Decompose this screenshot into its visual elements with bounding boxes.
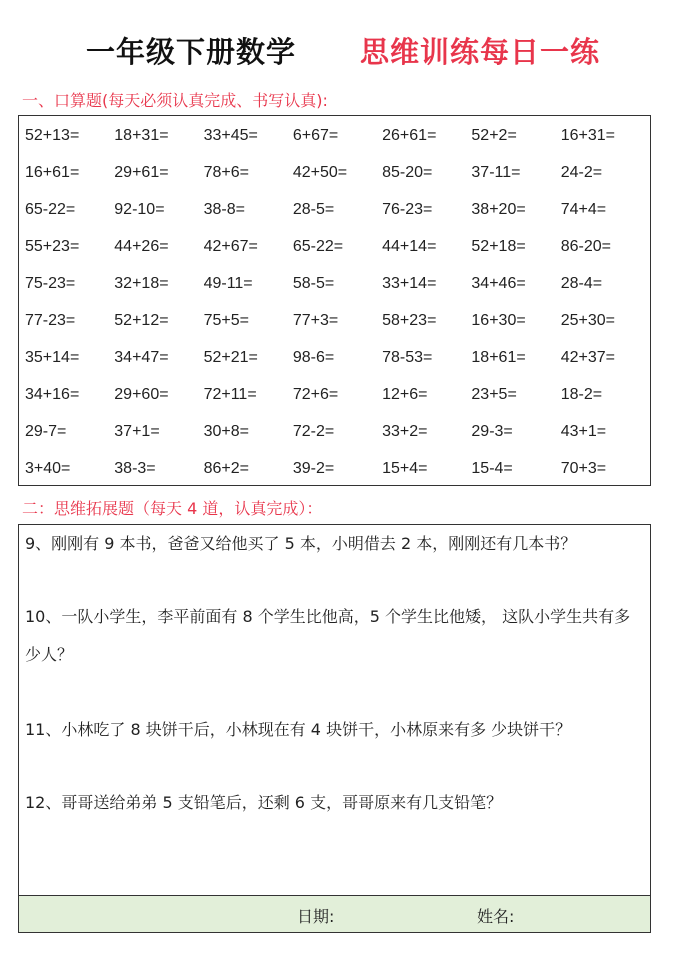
calc-item: 38-8=	[203, 200, 245, 218]
calc-item: 86-20=	[560, 237, 611, 255]
calc-item: 76-23=	[382, 200, 433, 218]
calc-item: 29-7=	[25, 422, 67, 440]
calc-item: 72+6=	[292, 385, 339, 403]
calc-item: 15+4=	[382, 459, 428, 477]
calc-item: 52+18=	[471, 237, 526, 255]
footer-bar	[19, 895, 650, 932]
calc-item: 77+3=	[292, 311, 339, 329]
calc-item: 34+47=	[114, 348, 169, 366]
calc-item: 32+18=	[114, 274, 169, 292]
mental-math-grid	[25, 116, 650, 487]
title-main: 一年级下册数学	[86, 35, 297, 69]
calc-row	[25, 117, 650, 154]
calc-item: 15-4=	[471, 459, 513, 477]
calc-item: 78-53=	[382, 348, 433, 366]
calc-item: 29+60=	[114, 385, 169, 403]
word-problems-box	[18, 524, 651, 933]
calc-item: 44+26=	[114, 237, 169, 255]
word-problem: 11、小林吃了 8 块饼干后，小林现在有 4 块饼干，小林原来有多 少块饼干？	[25, 720, 572, 739]
date-label: 日期:	[297, 907, 335, 926]
calc-item: 52+21=	[203, 348, 258, 366]
title-subtitle: 思维训练每日一练	[360, 35, 601, 69]
calc-item: 25+30=	[560, 311, 615, 329]
calc-item: 44+14=	[382, 237, 437, 255]
calc-row	[25, 413, 650, 450]
calc-item: 33+45=	[203, 126, 258, 144]
calc-item: 52+12=	[114, 311, 169, 329]
calc-item: 58+23=	[382, 311, 437, 329]
calc-item: 16+31=	[560, 126, 615, 144]
calc-item: 6+67=	[292, 126, 339, 144]
calc-row	[25, 376, 650, 413]
page-title	[0, 30, 675, 76]
calc-item: 52+13=	[25, 126, 80, 144]
calc-item: 18-2=	[560, 385, 603, 403]
name-label: 姓名:	[477, 907, 515, 926]
calc-item: 92-10=	[114, 200, 165, 218]
calc-item: 98-6=	[292, 348, 335, 366]
word-problem: 12、哥哥送给弟弟 5 支铅笔后，还剩 6 支，哥哥原来有几支铅笔？	[25, 793, 503, 812]
calc-row	[25, 339, 650, 376]
mental-math-box	[18, 115, 651, 486]
calc-item: 30+8=	[203, 422, 249, 440]
calc-item: 18+31=	[114, 126, 169, 144]
calc-item: 42+50=	[292, 163, 348, 181]
calc-row	[25, 302, 650, 339]
calc-row	[25, 450, 650, 487]
calc-item: 35+14=	[25, 348, 80, 366]
section-heading-thinking: 二：思维拓展题（每天 4 道，认真完成）：	[22, 499, 323, 518]
calc-item: 52+2=	[471, 126, 517, 144]
calc-row	[25, 154, 650, 191]
calc-item: 55+23=	[25, 237, 80, 255]
calc-item: 72-2=	[292, 422, 335, 440]
calc-item: 39-2=	[292, 459, 335, 477]
calc-item: 65-22=	[292, 237, 344, 255]
calc-row	[25, 228, 650, 265]
calc-item: 38+20=	[471, 200, 526, 218]
calc-item: 77-23=	[25, 311, 76, 329]
calc-item: 26+61=	[382, 126, 437, 144]
calc-item: 12+6=	[382, 385, 428, 403]
calc-item: 18+61=	[471, 348, 526, 366]
calc-item: 72+11=	[203, 385, 257, 403]
section-heading-mental-math: 一、口算题(每天必须认真完成、书写认真):	[22, 91, 328, 110]
calc-item: 23+5=	[471, 385, 517, 403]
calc-item: 58-5=	[292, 274, 335, 292]
calc-item: 33+2=	[382, 422, 428, 440]
calc-item: 42+67=	[203, 237, 258, 255]
calc-row	[25, 191, 650, 228]
calc-item: 37+1=	[114, 422, 160, 440]
calc-item: 38-3=	[114, 459, 156, 477]
calc-item: 28-5=	[292, 200, 335, 218]
calc-item: 24-2=	[560, 163, 603, 181]
calc-item: 34+46=	[471, 274, 526, 292]
calc-item: 70+3=	[560, 459, 607, 477]
calc-item: 16+30=	[471, 311, 526, 329]
calc-item: 42+37=	[560, 348, 615, 366]
calc-item: 74+4=	[560, 200, 607, 218]
calc-item: 3+40=	[25, 459, 71, 477]
calc-item: 28-4=	[560, 274, 603, 292]
calc-item: 75+5=	[203, 311, 249, 329]
calc-item: 75-23=	[25, 274, 76, 292]
calc-item: 29-3=	[471, 422, 513, 440]
calc-item: 49-11=	[203, 274, 253, 292]
calc-item: 16+61=	[25, 163, 80, 181]
calc-item: 34+16=	[25, 385, 80, 403]
calc-item: 33+14=	[382, 274, 437, 292]
word-problem: 9、刚刚有 9 本书，爸爸又给他买了 5 本，小明借去 2 本，刚刚还有几本书？	[25, 534, 577, 553]
calc-item: 86+2=	[203, 459, 249, 477]
calc-row	[25, 265, 650, 302]
calc-item: 85-20=	[382, 163, 433, 181]
word-problem: 10、一队小学生，李平前面有 8 个学生比他高，5 个学生比他矮， 这队小学生共有多少人？	[25, 607, 631, 664]
calc-item: 78+6=	[203, 163, 249, 181]
calc-item: 29+61=	[114, 163, 169, 181]
calc-item: 37-11=	[471, 163, 521, 181]
calc-item: 65-22=	[25, 200, 76, 218]
calc-item: 43+1=	[560, 422, 607, 440]
